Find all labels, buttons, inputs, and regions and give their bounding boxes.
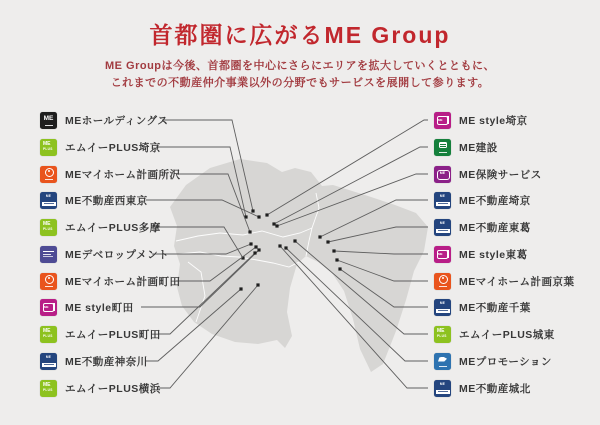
map-silhouette <box>170 159 428 372</box>
myhome-logo-icon <box>40 273 57 290</box>
fudosan-logo-icon: ME <box>434 192 451 209</box>
company-item <box>434 138 498 156</box>
location-dot <box>251 209 254 212</box>
company-item <box>40 272 181 290</box>
company-item <box>40 191 148 209</box>
location-dot <box>338 267 341 270</box>
location-dot <box>293 239 296 242</box>
company-label: ME不動産千葉 <box>459 301 531 314</box>
company-item <box>40 379 161 397</box>
subtitle-line-2: これまでの不動産仲介事業以外の分野でもサービスを展開して参ります。 <box>110 77 490 89</box>
plus-logo-icon: ME PLUS <box>40 380 57 397</box>
location-dot <box>257 248 260 251</box>
company-label: ME style東葛 <box>459 248 528 261</box>
location-dot <box>335 258 338 261</box>
company-item <box>434 165 542 183</box>
location-dot <box>272 222 275 225</box>
kensetsu-logo-icon <box>434 139 451 156</box>
page-title: 首都圏に広がるME Group <box>149 22 451 48</box>
company-label: MEマイホーム計画所沢 <box>65 168 181 181</box>
location-dot <box>248 230 251 233</box>
page-subtitle <box>0 58 600 92</box>
location-dot <box>253 251 256 254</box>
company-label: エムイーPLUS埼京 <box>65 141 161 154</box>
company-label: エムイーPLUS横浜 <box>65 382 161 395</box>
location-dot <box>318 235 321 238</box>
company-label: MEホールディングス <box>65 114 169 127</box>
subtitle-line-1: ME Groupは今後、首都圏を中心にさらにエリアを拡大していくとともに、 <box>104 60 496 72</box>
company-item <box>434 245 528 263</box>
company-label: ME不動産神奈川 <box>65 355 148 368</box>
company-item <box>434 352 552 370</box>
company-item <box>40 218 161 236</box>
fudosan-logo-icon: ME <box>40 353 57 370</box>
company-item <box>40 325 161 343</box>
location-dot <box>278 244 281 247</box>
company-label: ME style町田 <box>65 301 134 314</box>
company-label: エムイーPLUS多摩 <box>65 221 161 234</box>
company-item <box>40 165 181 183</box>
company-item <box>434 218 531 236</box>
company-label: MEデベロップメント <box>65 248 170 261</box>
location-dot <box>326 240 329 243</box>
hd-logo-icon: ME <box>40 112 57 129</box>
myhome-logo-icon <box>434 273 451 290</box>
company-label: エムイーPLUS町田 <box>65 328 161 341</box>
style-logo-icon: ME <box>434 112 451 129</box>
location-dot <box>254 245 257 248</box>
company-label: ME保険サービス <box>459 168 542 181</box>
company-label: ME不動産西東京 <box>65 194 148 207</box>
location-dot <box>249 242 252 245</box>
company-item <box>434 298 531 316</box>
location-dot <box>265 213 268 216</box>
company-item <box>434 272 575 290</box>
fudosan-logo-icon: ME <box>434 219 451 236</box>
fudosan-logo-icon: ME <box>40 192 57 209</box>
style-logo-icon: ME <box>434 246 451 263</box>
company-label: ME不動産城北 <box>459 382 531 395</box>
location-dot <box>275 224 278 227</box>
plus-logo-icon: ME PLUS <box>40 139 57 156</box>
company-label: ME不動産埼京 <box>459 194 531 207</box>
company-item <box>40 245 169 263</box>
header <box>0 0 600 92</box>
plus-logo-icon: ME PLUS <box>40 219 57 236</box>
location-dot <box>332 249 335 252</box>
style-logo-icon: ME <box>40 299 57 316</box>
plus-logo-icon: ME PLUS <box>434 326 451 343</box>
promotion-logo-icon <box>434 353 451 370</box>
location-dot <box>239 287 242 290</box>
company-item <box>434 379 531 397</box>
company-item <box>434 111 528 129</box>
company-label: MEマイホーム計画町田 <box>65 275 181 288</box>
location-dot <box>284 246 287 249</box>
company-label: MEプロモーション <box>459 355 552 368</box>
myhome-logo-icon <box>40 166 57 183</box>
company-item <box>434 325 555 343</box>
company-label: ME建設 <box>459 141 498 154</box>
company-item <box>40 298 134 316</box>
develop-logo-icon <box>40 246 57 263</box>
location-dot <box>257 215 260 218</box>
company-label: MEマイホーム計画京葉 <box>459 275 575 288</box>
company-label: ME style埼京 <box>459 114 528 127</box>
company-label: エムイーPLUS城東 <box>459 328 555 341</box>
plus-logo-icon: ME PLUS <box>40 326 57 343</box>
hoken-logo-icon: ME <box>434 166 451 183</box>
company-label: ME不動産東葛 <box>459 221 531 234</box>
company-item <box>40 352 148 370</box>
company-item <box>434 191 531 209</box>
fudosan-logo-icon: ME <box>434 299 451 316</box>
fudosan-logo-icon: ME <box>434 380 451 397</box>
company-item <box>40 111 168 129</box>
location-dot <box>256 283 259 286</box>
company-item <box>40 138 161 156</box>
